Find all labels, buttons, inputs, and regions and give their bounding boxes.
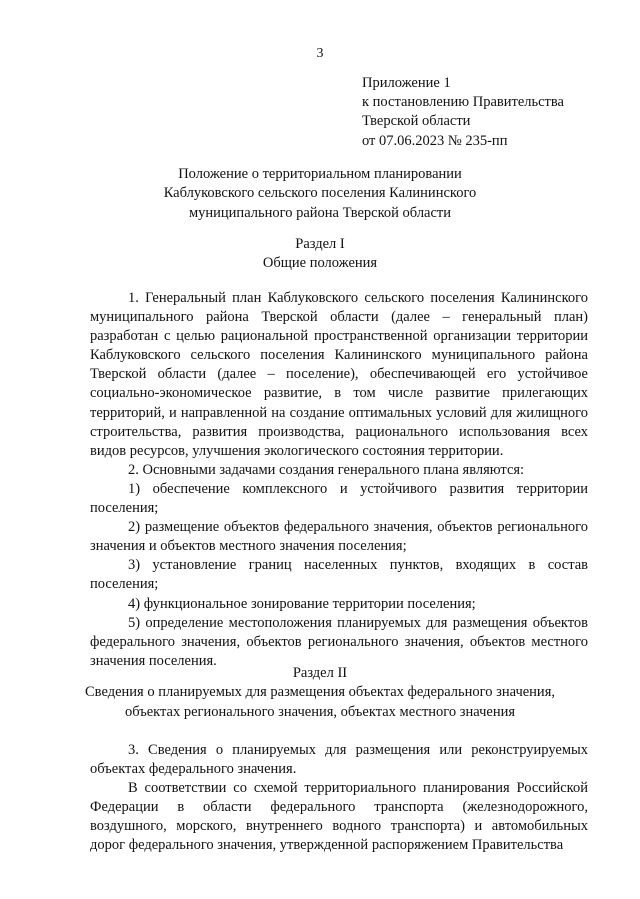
section-heading: Раздел I (295, 236, 345, 252)
list-item: 3) установление границ населенных пунктов, входящих в состав поселения; (90, 557, 588, 593)
appendix-line: Приложение 1 (362, 75, 451, 91)
section-subheading: Общие положения (262, 255, 378, 272)
section-1-header (0, 235, 640, 274)
list-item: 2) размещение объектов федерального значения, объектов регионального значения и объектов местного значения поселения; (90, 519, 588, 555)
title-line: Положение о территориальном планировании (178, 166, 462, 182)
section-2-header (0, 664, 640, 722)
title-line: Каблуковского сельского поселения Калининского (163, 185, 477, 202)
section-1-body (90, 289, 588, 671)
paragraph: 2. Основными задачами создания генерального плана являются: (128, 461, 525, 478)
appendix-date: от 07.06.2023 № 235-пп (362, 132, 508, 149)
section-subheading: Сведения о планируемых для размещения объектах федерального значения, (85, 684, 555, 701)
section-2-body (90, 741, 588, 856)
list-item: 5) определение местоположения планируемых для размещения объектов федерального значения, объектов регионального значения, объектов местного значения поселения. (90, 614, 588, 669)
list-item: 4) функциональное зонирование территории поселения; (128, 595, 476, 612)
title-line: муниципального района Тверской области (188, 204, 452, 221)
paragraph: В соответствии со схемой территориального планирования Российской Федерации в области федерального транспорта (железнодорожного, воздушного, морского, внутреннего водного транспорта) и автомобильных дорог федерального значения, утвержденной распоряжением Правительства (90, 780, 588, 854)
appendix-block (362, 74, 564, 151)
section-subheading: объектах регионального значения, объектах местного значения (124, 703, 516, 720)
paragraph: 1. Генеральный план Каблуковского сельского поселения Калининского муниципального района Тверской области (далее – генеральный план) разработан с целью рациональной пространственной организации территории Каблуковского сельского поселения Калининского муниципального района Тверской области (далее – поселение), обеспечивающей его устойчивое социально-экономическое развитие, в том числе развитие прилегающих территорий, и направленной на создание оптимальных условий для жилищного строительства, развития производства, рационального использования всех видов ресурсов, улучшения экологического состояния территории. (90, 290, 588, 459)
section-heading: Раздел II (292, 665, 348, 681)
document-title (0, 165, 640, 223)
appendix-line: к постановлению Правительства (362, 94, 564, 111)
appendix-line: Тверской области (362, 113, 471, 130)
list-item: 1) обеспечение комплексного и устойчивого развития территории поселения; (90, 480, 588, 517)
paragraph: 3. Сведения о планируемых для размещения или реконструируемых объектах федерального значения. (90, 742, 588, 778)
page-number: 3 (316, 46, 324, 61)
